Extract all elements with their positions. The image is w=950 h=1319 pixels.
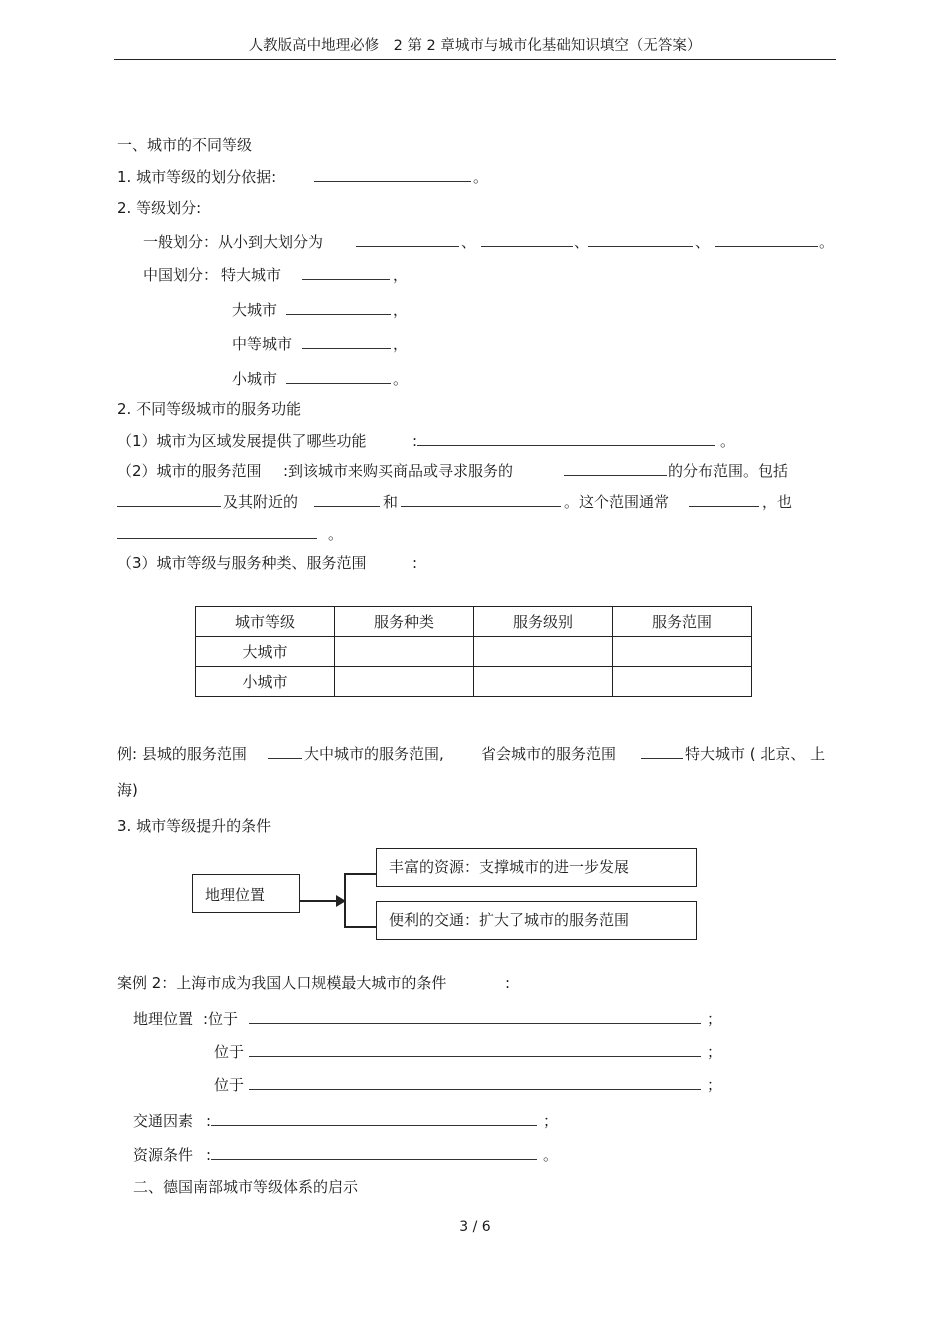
- case2-geo-label: 地理位置: [133, 1010, 194, 1028]
- table-cell[interactable]: [613, 637, 752, 667]
- case2-traffic-label: 交通因素: [133, 1112, 194, 1130]
- p2-text3: 及其附近的: [223, 493, 299, 511]
- china-row-1-end: ，: [393, 266, 409, 284]
- case2-traffic-colon: :: [206, 1112, 212, 1130]
- p3-colon: :: [412, 554, 418, 572]
- p2-blank-2[interactable]: [117, 492, 221, 507]
- p1-line: [117, 431, 757, 451]
- general-sep-3: 、: [695, 233, 711, 251]
- case2-semicolon-3: ；: [707, 1076, 723, 1094]
- table-cell: 大城市: [196, 637, 335, 667]
- case2-traffic-row: [133, 1111, 573, 1131]
- table-header-cell: 服务种类: [335, 607, 474, 637]
- q1-blank[interactable]: [314, 167, 471, 182]
- section2-title: 二、德国南部城市等级体系的启示: [133, 1178, 359, 1196]
- china-label: 中国划分：: [143, 266, 219, 284]
- general-line: [143, 232, 843, 252]
- case2-colon: :: [505, 974, 511, 992]
- case2-resource-colon: :: [206, 1146, 212, 1164]
- general-end: 。: [819, 233, 835, 251]
- diagram-target-box-2: 便利的交通：扩大了城市的服务范围: [376, 901, 697, 940]
- case2-resource-end: 。: [543, 1146, 559, 1164]
- diagram-connector: [300, 900, 338, 902]
- case2-located-3: 位于: [214, 1076, 245, 1094]
- case2-located-2: 位于: [214, 1043, 245, 1061]
- general-blank-3[interactable]: [588, 232, 693, 247]
- case2-title-line: [117, 973, 537, 993]
- china-row-2-end: ，: [393, 301, 409, 319]
- p2-blank-1[interactable]: [564, 461, 667, 476]
- china-row-1-blank[interactable]: [302, 265, 390, 280]
- case2-semicolon-1: ；: [707, 1010, 723, 1028]
- china-row-4-blank[interactable]: [286, 369, 391, 384]
- p2-text4: 和: [383, 493, 399, 511]
- table-cell: 小城市: [196, 667, 335, 697]
- china-row-3: [232, 334, 409, 354]
- p2-text2: 的分布范围。包括: [668, 462, 789, 480]
- case2-geo-row-2: [214, 1042, 734, 1062]
- p1-label: （1）城市为区域发展提供了哪些功能: [117, 432, 367, 450]
- china-row-2: [232, 300, 409, 320]
- case2-traffic-semicolon: ；: [543, 1112, 559, 1130]
- p3-line: [117, 553, 437, 573]
- p1-blank[interactable]: [417, 431, 715, 446]
- diagram-branch-bottom: [344, 926, 376, 928]
- table-header-cell: 服务级别: [474, 607, 613, 637]
- china-row-1: [221, 265, 409, 285]
- china-row-3-end: ，: [393, 335, 409, 353]
- diagram-target-box-1: 丰富的资源：支撑城市的进一步发展: [376, 848, 697, 887]
- general-blank-2[interactable]: [481, 232, 573, 247]
- p2-label: （2）城市的服务范围: [117, 462, 262, 480]
- p2-blank-6[interactable]: [117, 524, 317, 539]
- table-header-cell: 服务范围: [613, 607, 752, 637]
- china-row-2-name: 大城市: [232, 301, 278, 319]
- p3-label: （3）城市等级与服务种类、服务范围: [117, 554, 367, 572]
- q1-line: [117, 167, 489, 187]
- p2-blank-5[interactable]: [689, 492, 759, 507]
- china-row-2-blank[interactable]: [286, 300, 391, 315]
- case2-geo-blank-2[interactable]: [249, 1042, 701, 1057]
- case2-located-1: :位于: [203, 1010, 239, 1028]
- table-row: [196, 637, 752, 667]
- case2-geo-row-3: [214, 1075, 734, 1095]
- general-sep-1: 、: [461, 233, 477, 251]
- case2-resource-blank[interactable]: [211, 1145, 537, 1160]
- china-row-4-end: 。: [393, 370, 409, 388]
- case2-traffic-blank[interactable]: [211, 1111, 537, 1126]
- page-number: 3 / 6: [459, 1219, 491, 1235]
- diagram-branch-top: [344, 873, 376, 875]
- case2-geo-blank-3[interactable]: [249, 1075, 701, 1090]
- p2-line-1: [117, 461, 817, 481]
- case2-title: 案例 2：上海市成为我国人口规模最大城市的条件: [117, 974, 447, 992]
- china-row-3-name: 中等城市: [232, 335, 293, 353]
- case2-resource-label: 资源条件: [133, 1146, 194, 1164]
- q2-label: 2. 等级划分:: [117, 199, 202, 217]
- example-text5: 海): [117, 781, 138, 799]
- p2-text5: 。这个范围通常: [564, 493, 670, 511]
- general-blank-1[interactable]: [356, 232, 459, 247]
- diagram-source-box: 地理位置: [192, 874, 300, 913]
- general-label: 一般划分：从小到大划分为: [143, 233, 324, 251]
- china-row-1-name: 特大城市: [221, 266, 282, 284]
- p2-blank-4[interactable]: [401, 492, 561, 507]
- general-sep-2: 、: [574, 233, 590, 251]
- china-row-3-blank[interactable]: [302, 334, 391, 349]
- example-blank-2[interactable]: [641, 744, 683, 759]
- p1-colon: :: [412, 432, 418, 450]
- example-text4: 特大城市 ( 北京、 上: [685, 745, 826, 763]
- general-blank-4[interactable]: [715, 232, 818, 247]
- p2-text6: ，也: [762, 493, 793, 511]
- q4-label: 3. 城市等级提升的条件: [117, 817, 272, 835]
- q1-label: 1. 城市等级的划分依据:: [117, 168, 277, 186]
- header-rule: [114, 59, 836, 60]
- section1-title: 一、城市的不同等级: [117, 136, 253, 154]
- q3-label: 2. 不同等级城市的服务功能: [117, 400, 302, 418]
- diagram-branch-line: [344, 873, 346, 928]
- p2-end: 。: [328, 525, 344, 543]
- china-row-4: [232, 369, 409, 389]
- table-header-row: [196, 607, 752, 637]
- table-row: [196, 667, 752, 697]
- q1-end: 。: [473, 168, 489, 186]
- example-text1: 例: 县城的服务范围: [117, 745, 247, 763]
- table-cell[interactable]: [613, 667, 752, 697]
- table-cell[interactable]: [335, 667, 474, 697]
- service-table: [195, 606, 752, 697]
- page-header-title: 人教版高中地理必修 2 第 2 章城市与城市化基础知识填空（无答案）: [248, 38, 702, 54]
- case2-semicolon-2: ；: [707, 1043, 723, 1061]
- example-text3: 省会城市的服务范围: [481, 745, 617, 763]
- example-text2: 大中城市的服务范围,: [304, 745, 444, 763]
- p2-blank-3[interactable]: [314, 492, 380, 507]
- example-blank-1[interactable]: [268, 744, 302, 759]
- case2-geo-blank-1[interactable]: [249, 1009, 701, 1024]
- table-cell[interactable]: [335, 637, 474, 667]
- table-cell[interactable]: [474, 637, 613, 667]
- p1-end: 。: [720, 432, 736, 450]
- case2-resource-row: [133, 1145, 573, 1165]
- case2-geo-row-1: [133, 1009, 733, 1029]
- table-cell[interactable]: [474, 667, 613, 697]
- example-line-1: [117, 744, 837, 764]
- p2-text1: :到该城市来购买商品或寻求服务的: [283, 462, 514, 480]
- table-header-cell: 城市等级: [196, 607, 335, 637]
- china-row-4-name: 小城市: [232, 370, 278, 388]
